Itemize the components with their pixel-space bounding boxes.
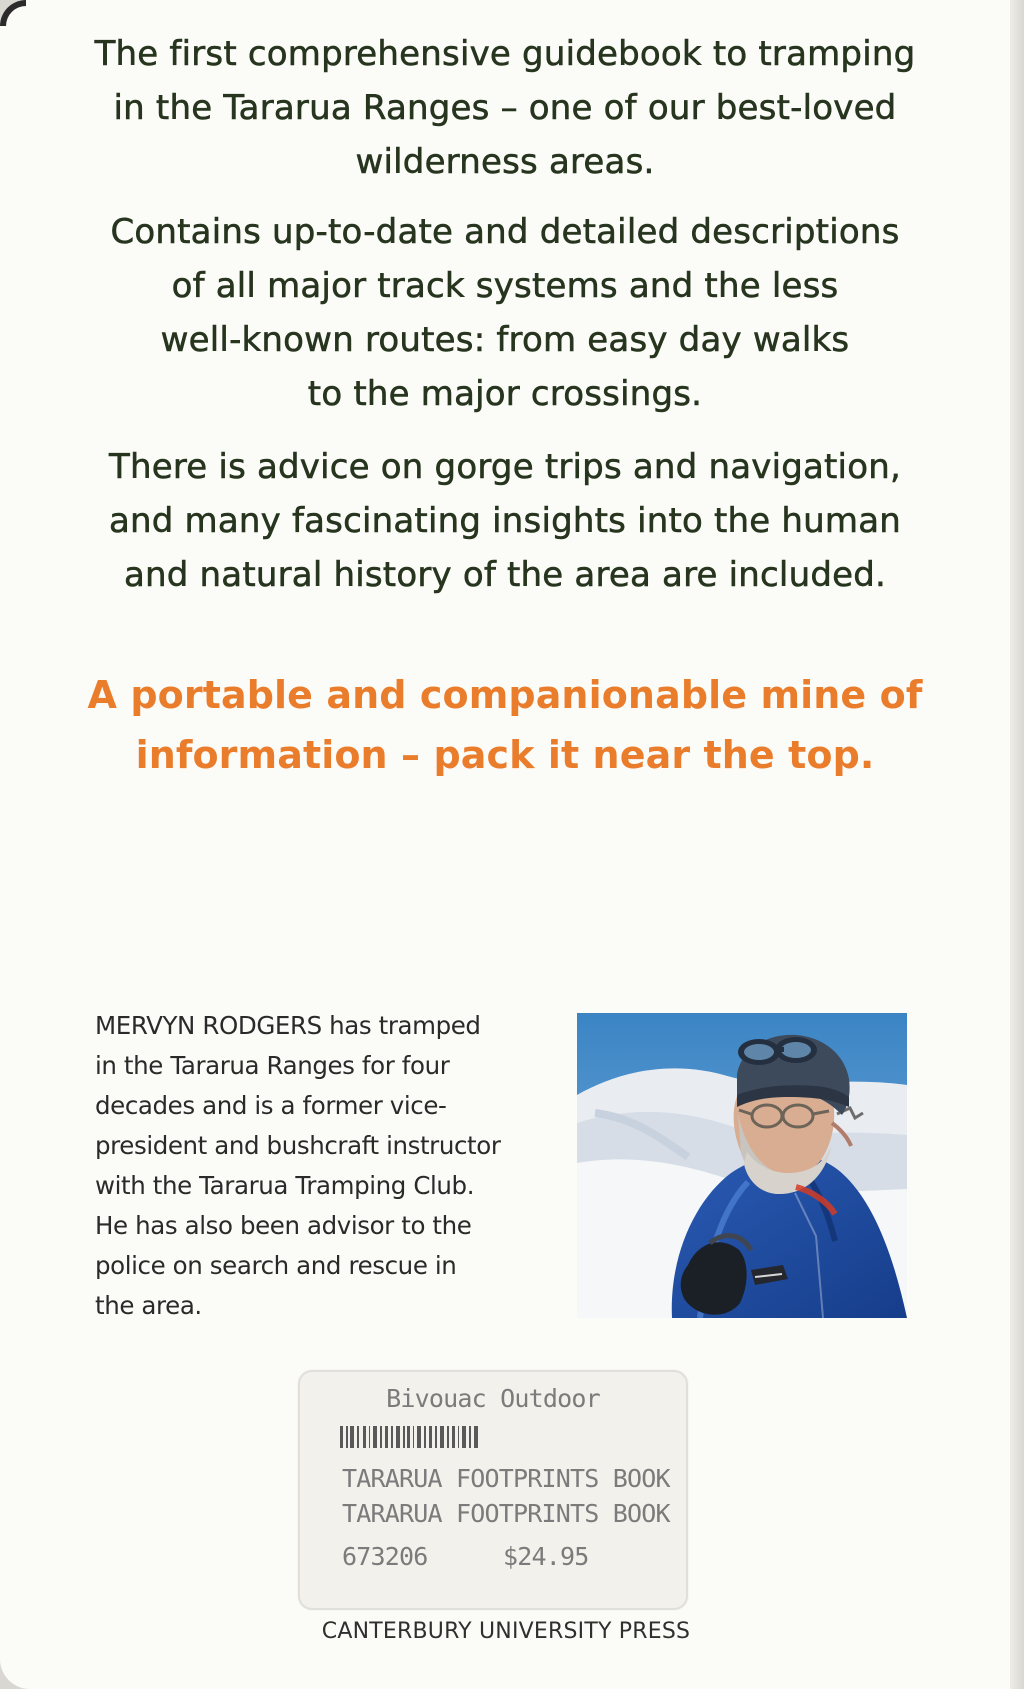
sticker-price: $24.95 <box>503 1542 589 1571</box>
blurb-paragraph-intro: The first comprehensive guidebook to tramping in the Tararua Ranges – one of our best-loved wilderness areas. <box>94 34 916 182</box>
sticker-product-code: 673206 <box>342 1542 428 1571</box>
author-bio: MERVYN RODGERS has tramped in the Tararua Ranges for four decades and is a former vice- president and bushcraft instructor with the Tararua Tramping Club. He has also been advisor to the police on search and rescue in the area. <box>95 1011 501 1320</box>
cover-corner-mark <box>0 0 26 26</box>
author-portrait-photo <box>577 1013 907 1318</box>
sticker-store-name: Bivouac Outdoor <box>386 1384 600 1413</box>
blurb-paragraph-advice: There is advice on gorge trips and navigation, and many fascinating insights into the human and natural history of the area are included. <box>108 447 902 595</box>
barcode-icon <box>340 1426 478 1448</box>
price-sticker <box>298 1370 688 1610</box>
blurb-paragraph-contents: Contains up-to-date and detailed descriptions of all major track systems and the less well-known routes: from easy day walks to the major crossings. <box>110 212 900 414</box>
sticker-title-line-2: TARARUA FOOTPRINTS BOOK <box>342 1499 670 1528</box>
tagline: A portable and companionable mine of information – pack it near the top. <box>87 673 923 777</box>
page-edge <box>1012 0 1024 1689</box>
publisher-imprint: CANTERBURY UNIVERSITY PRESS <box>321 1619 691 1644</box>
sticker-title-line-1: TARARUA FOOTPRINTS BOOK <box>342 1464 670 1493</box>
